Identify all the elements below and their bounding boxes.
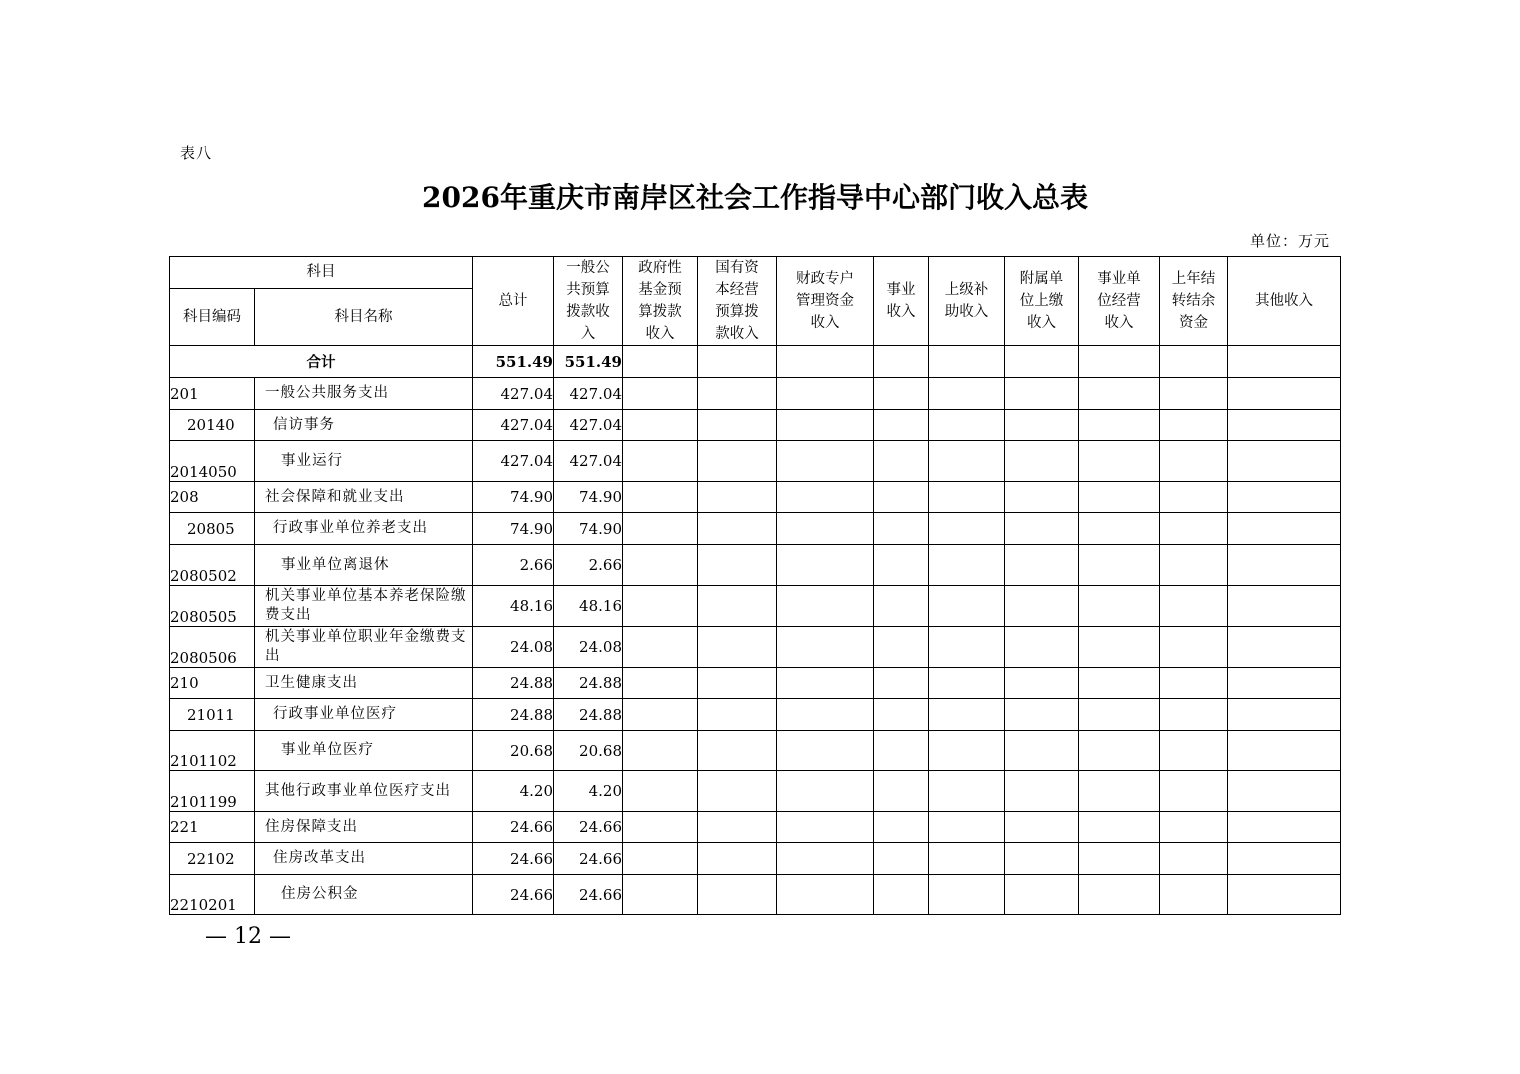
unit-label: 单位：万元 <box>1249 232 1330 250</box>
header-subject-name: 科目名称 <box>255 288 473 345</box>
table-row <box>170 843 1341 875</box>
subject-name: 卫生健康支出 <box>255 668 473 699</box>
row-general-budget: 74.90 <box>554 513 623 545</box>
table-row <box>170 513 1341 545</box>
header-subject-code: 科目编码 <box>170 288 255 345</box>
subject-name: 事业单位离退休 <box>255 545 473 586</box>
row-total: 20.68 <box>473 731 554 771</box>
row-general-budget: 427.04 <box>554 410 623 441</box>
subject-name: 信访事务 <box>255 410 473 441</box>
header-carryover: 上年结转结余资金 <box>1160 257 1228 346</box>
header-total: 总计 <box>473 257 554 346</box>
subject-name: 一般公共服务支出 <box>255 378 473 410</box>
row-general-budget: 427.04 <box>554 441 623 482</box>
table-row <box>170 627 1341 668</box>
subject-name: 住房保障支出 <box>255 812 473 843</box>
subject-code: 2080506 <box>170 627 255 668</box>
total-general-budget: 551.49 <box>554 346 623 378</box>
header-subject: 科目 <box>170 257 473 289</box>
subject-name: 行政事业单位养老支出 <box>255 513 473 545</box>
header-affiliate-income: 附属单位上缴收入 <box>1005 257 1079 346</box>
row-general-budget: 74.90 <box>554 482 623 513</box>
subject-name: 机关事业单位基本养老保险缴费支出 <box>255 586 473 627</box>
document-title: 2026年重庆市南岸区社会工作指导中心部门收入总表 <box>422 181 1088 214</box>
header-fiscal-special: 财政专户管理资金收入 <box>777 257 874 346</box>
row-general-budget: 24.66 <box>554 875 623 915</box>
row-total: 2.66 <box>473 545 554 586</box>
subject-code: 20140 <box>170 410 255 441</box>
subject-name: 事业单位医疗 <box>255 731 473 771</box>
subject-name: 机关事业单位职业年金缴费支出 <box>255 627 473 668</box>
row-total: 74.90 <box>473 482 554 513</box>
table-row <box>170 482 1341 513</box>
row-total: 48.16 <box>473 586 554 627</box>
row-total: 24.88 <box>473 668 554 699</box>
table-row <box>170 668 1341 699</box>
header-general-budget: 一般公共预算拨款收入 <box>554 257 623 346</box>
subject-code: 221 <box>170 812 255 843</box>
row-general-budget: 24.88 <box>554 668 623 699</box>
subject-name: 社会保障和就业支出 <box>255 482 473 513</box>
page-number: — 12 — <box>205 924 291 949</box>
header-operating-income: 事业单位经营收入 <box>1079 257 1160 346</box>
header-gov-fund: 政府性基金预算拨款收入 <box>623 257 698 346</box>
row-total: 4.20 <box>473 771 554 812</box>
subject-code: 2210201 <box>170 875 255 915</box>
row-total: 427.04 <box>473 410 554 441</box>
subject-code: 201 <box>170 378 255 410</box>
table-row <box>170 378 1341 410</box>
subject-name: 住房公积金 <box>255 875 473 915</box>
row-general-budget: 427.04 <box>554 378 623 410</box>
subject-code: 22102 <box>170 843 255 875</box>
table-row <box>170 771 1341 812</box>
table-row <box>170 699 1341 731</box>
table-row <box>170 812 1341 843</box>
row-general-budget: 48.16 <box>554 586 623 627</box>
table-row <box>170 545 1341 586</box>
subject-code: 2101199 <box>170 771 255 812</box>
total-label: 合计 <box>170 346 473 378</box>
total-sum: 551.49 <box>473 346 554 378</box>
row-total: 24.66 <box>473 812 554 843</box>
subject-code: 21011 <box>170 699 255 731</box>
row-general-budget: 2.66 <box>554 545 623 586</box>
row-general-budget: 24.66 <box>554 812 623 843</box>
row-general-budget: 24.08 <box>554 627 623 668</box>
table-label: 表八 <box>180 144 213 162</box>
subject-code: 2014050 <box>170 441 255 482</box>
row-total: 427.04 <box>473 378 554 410</box>
total-row <box>170 346 1341 378</box>
row-total: 24.66 <box>473 843 554 875</box>
row-total: 24.66 <box>473 875 554 915</box>
subject-code: 2080505 <box>170 586 255 627</box>
row-general-budget: 24.66 <box>554 843 623 875</box>
row-total: 24.88 <box>473 699 554 731</box>
row-total: 74.90 <box>473 513 554 545</box>
table-row <box>170 410 1341 441</box>
subject-name: 住房改革支出 <box>255 843 473 875</box>
table-row <box>170 586 1341 627</box>
table-row <box>170 731 1341 771</box>
header-business-income: 事业收入 <box>874 257 929 346</box>
subject-code: 208 <box>170 482 255 513</box>
subject-code: 2080502 <box>170 545 255 586</box>
header-other-income: 其他收入 <box>1228 257 1341 346</box>
table-row <box>170 875 1341 915</box>
row-total: 24.08 <box>473 627 554 668</box>
row-general-budget: 4.20 <box>554 771 623 812</box>
row-total: 427.04 <box>473 441 554 482</box>
header-superior-subsidy: 上级补助收入 <box>929 257 1005 346</box>
subject-name: 其他行政事业单位医疗支出 <box>255 771 473 812</box>
row-general-budget: 24.88 <box>554 699 623 731</box>
income-summary-table <box>169 256 1341 915</box>
table-row <box>170 441 1341 482</box>
header-state-capital: 国有资本经营预算拨款收入 <box>698 257 777 346</box>
subject-code: 20805 <box>170 513 255 545</box>
subject-name: 行政事业单位医疗 <box>255 699 473 731</box>
row-general-budget: 20.68 <box>554 731 623 771</box>
subject-name: 事业运行 <box>255 441 473 482</box>
subject-code: 210 <box>170 668 255 699</box>
subject-code: 2101102 <box>170 731 255 771</box>
